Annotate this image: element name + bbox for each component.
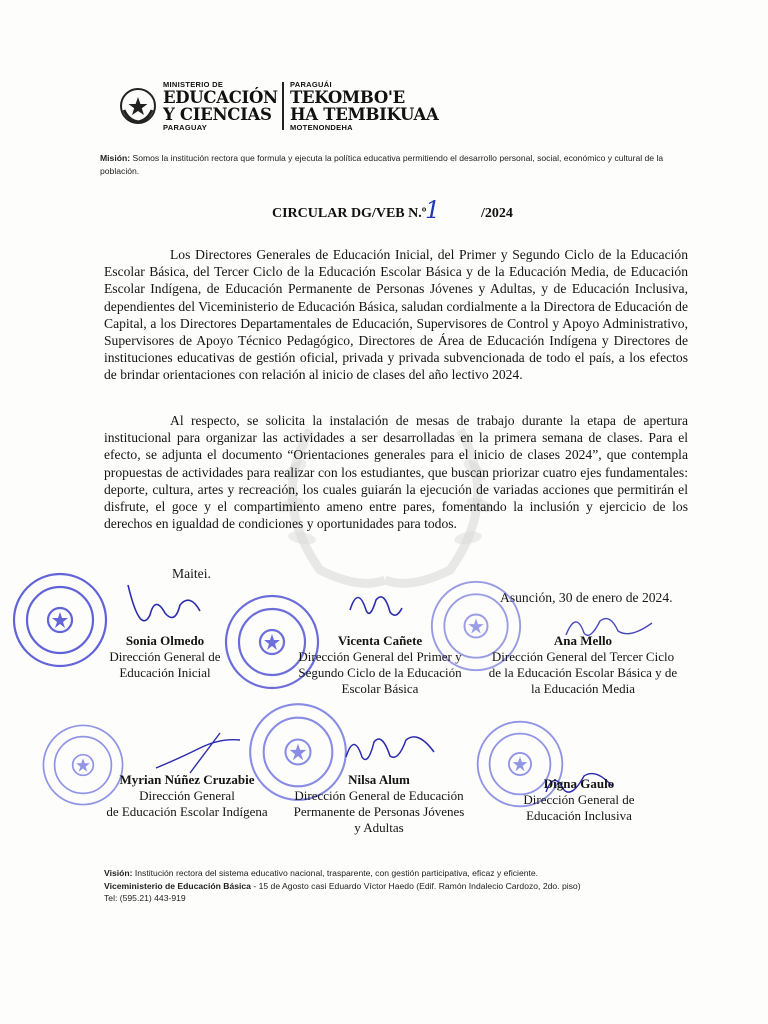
vision-text: Institución rectora del sistema educativo nacional, trasparente, con gestión participativa, eficaz y eficiente.: [132, 868, 539, 878]
signatory-title-line: Dirección General de: [523, 792, 635, 807]
ministry-line1: EDUCACIÓN: [163, 88, 278, 107]
signatory-block: [100, 633, 230, 681]
guarani-small-bottom: MOTENONDEHA: [290, 123, 353, 132]
address-text: - 15 de Agosto casi Eduardo Víctor Haedo (Edif. Ramón Indalecio Cardozo, 2do. piso): [250, 880, 581, 891]
signatory-title-line: Dirección General de: [109, 649, 221, 664]
signatory-block: [284, 772, 474, 836]
circular-title: CIRCULAR DG/VEB N.º: [272, 206, 427, 221]
telephone: Tel: (595.21) 443-919: [104, 893, 186, 903]
mission-label: Misión:: [100, 153, 131, 163]
ministry-logo: [118, 80, 448, 134]
guarani-line2: HA TEMBIKUAA: [290, 105, 439, 124]
signatory-block: [290, 633, 470, 697]
mission-text: Somos la institución rectora que formula y ejecuta la política educativa permitiendo el desarrollo personal, social, económico y cultural de la población.: [100, 153, 664, 176]
signatory-name: Nilsa Alum: [348, 772, 410, 787]
signatory-block: [92, 772, 282, 820]
signatory-block: [504, 776, 654, 824]
address-line: [104, 880, 704, 893]
signatory-name: Digna Gaulo: [543, 776, 615, 791]
signatory-name: Vicenta Cañete: [337, 633, 423, 648]
signatory-name: Sonia Olmedo: [125, 633, 205, 648]
signatory-title-line: la Educación Media: [531, 681, 635, 696]
ministry-name: [163, 80, 278, 132]
national-seal-icon: [118, 86, 158, 126]
signature-scribble-icon: [120, 575, 210, 635]
mission-statement: [100, 152, 700, 178]
signature-scribble-icon: [150, 728, 250, 778]
circular-year: /2024: [481, 206, 513, 221]
logo-divider: [282, 82, 284, 130]
signatory-title-line: Dirección General del Primer y: [298, 649, 462, 664]
official-stamp-icon: [10, 570, 110, 670]
footer: [104, 867, 704, 905]
closing-greeting: Maitei.: [172, 566, 211, 581]
ministry-small-top: MINISTERIO DE: [163, 80, 224, 89]
signatory-name: Ana Mello: [553, 633, 613, 648]
signatory-title-line: y Adultas: [354, 820, 404, 835]
vice-label: Viceministerio de Educación Básica: [104, 880, 251, 891]
signatory-title-line: Escolar Básica: [341, 681, 419, 696]
ministry-name-guarani: [290, 80, 439, 132]
place-date: Asunción, 30 de enero de 2024.: [500, 590, 673, 605]
guarani-line1: TEKOMBO'E: [290, 88, 405, 107]
signatory-title-line: Permanente de Personas Jóvenes: [293, 804, 465, 819]
body-paragraph-2: Al respecto, se solicita la instalación de mesas de trabajo durante la etapa de apertura institucional para organizar las actividades a ser desarrolladas en la primera semana de clases. Para el efecto, se adjunta el documento “Orientaciones generales para el inicio de clases 2024”, que contempla propuestas de actividades para realizar con los estudiantes, que buscan priorizar cuatro ejes fundamentales: deporte, cultura, artes y recreación, los cuales guiarán la ejecución de variadas acciones que permitirán el disfrute, el goce y el compartimiento ameno entre pares, fomentando la inclusión y ejercicio de los derechos en igualdad de condiciones y oportunidades para todos.: [104, 413, 688, 532]
vision-label: Visión:: [104, 868, 133, 878]
signatory-title-line: Educación Inicial: [119, 665, 211, 680]
signatory-title-line: de Educación Escolar Indígena: [106, 804, 268, 819]
ministry-line2: Y CIENCIAS: [163, 105, 272, 124]
signatory-title-line: Dirección General de Educación: [294, 788, 464, 803]
signatory-title-line: Dirección General del Tercer Ciclo: [491, 649, 675, 664]
guarani-small-top: PARAGUÁI: [290, 80, 332, 89]
signatory-name: Myrian Núñez Cruzabie: [119, 772, 255, 787]
signatory-title-line: de la Educación Escolar Básica y de: [488, 665, 678, 680]
circular-number: 1: [425, 196, 441, 224]
signature-scribble-icon: [340, 722, 440, 772]
signatory-title-line: Educación Inclusiva: [526, 808, 632, 823]
ministry-small-bottom: PARAGUAY: [163, 123, 208, 132]
signatory-title-line: Dirección General: [139, 788, 235, 803]
signatory-title-line: Segundo Ciclo de la Educación: [298, 665, 462, 680]
vision-statement: [104, 867, 704, 880]
signatory-block: [478, 633, 688, 697]
body-paragraph-1: Los Directores Generales de Educación Inicial, del Primer y Segundo Ciclo de la Educación Escolar Básica, del Tercer Ciclo de la Educación Escolar Básica y de la Educación Media, de Educación Escolar Indígena, de Educación Permanente de Personas Jóvenes y Adultas, y de Educación Inclusiva, dependientes del Viceministerio de Educación Básica, saludan cordialmente a la Directora de Educación de Capital, a los Directores Departamentales de Educación, Supervisores de Control y Apoyo Administrativo, Supervisores de Apoyo Técnico Pedagógico, Directores de Área de Educación Indígena y Directores de instituciones educativas de gestión oficial, privada y privada subvencionada de todo el país, a los efectos de brindar orientaciones con relación al inicio de clases del año lectivo 2024.: [104, 247, 688, 383]
signature-scribble-icon: [340, 580, 410, 630]
